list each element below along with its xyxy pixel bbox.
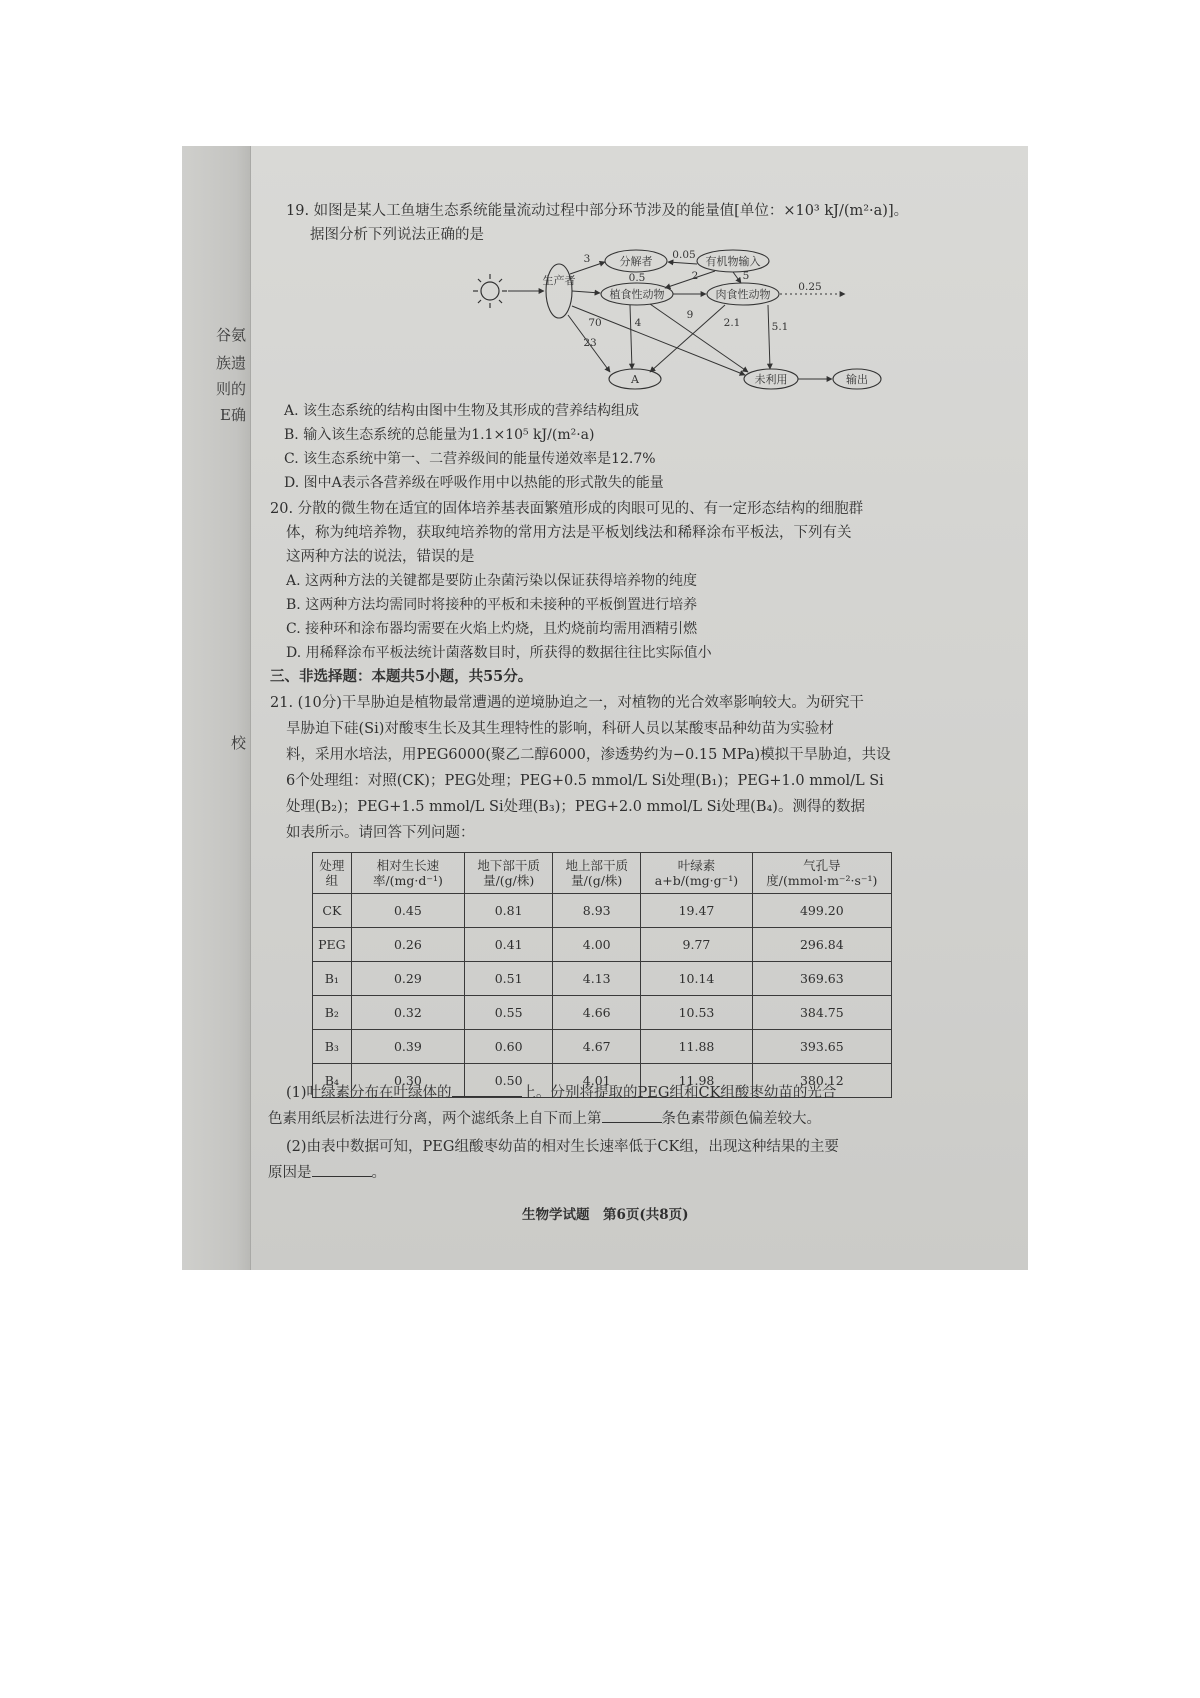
q20-stem-line2: 体，称为纯培养物，获取纯培养物的常用方法是平板划线法和稀释涂布平板法，下列有关 [286,525,852,541]
sun-icon [473,274,507,308]
edge-text: 谷氨 [215,326,246,344]
table-cell: 8.93 [553,894,641,928]
table-cell: 0.32 [351,996,464,1030]
q20-stem-line1: 20. 分散的微生物在适宜的固体培养基表面繁殖形成的肉眼可见的、有一定形态结构的细胞群 [270,501,864,517]
q21-sub2-text: 原因是 [268,1165,312,1181]
edge-text: E确 [220,406,246,424]
table-cell: CK [313,894,352,928]
q21-stem-line3: 料，采用水培法，用PEG6000(聚乙二醇6000，渗透势约为−0.15 MPa)模拟干旱胁迫，共设 [286,747,891,763]
table-cell: B₃ [313,1030,352,1064]
table-cell: 0.45 [351,894,464,928]
q20-option-a: A. 这两种方法的关键都是要防止杂菌污染以保证获得培养物的纯度 [286,573,698,589]
energy-flow-diagram [450,246,970,396]
table-header: 叶绿素a+b/(mg·g⁻¹) [641,853,752,894]
table-header-row [313,853,892,894]
table-header: 气孔导度/(mmol·m⁻²·s⁻¹) [752,853,891,894]
table-cell: 10.53 [641,996,752,1030]
node-label: 植食性动物 [609,288,665,301]
table-cell: 4.66 [553,996,641,1030]
node-label: 分解者 [619,255,653,268]
node-label: A [631,373,639,386]
flow-value: 9 [686,309,694,321]
table-cell: PEG [313,928,352,962]
flow-value: 70 [588,317,602,329]
table-header: 地下部干质量/(g/株) [465,853,553,894]
table-cell: 19.47 [641,894,752,928]
q20-option-c: C. 接种环和涂布器均需要在火焰上灼烧，且灼烧前均需用酒精引燃 [286,621,698,637]
q21-sub1-line1 [286,1082,836,1104]
table-cell: 380.12 [752,1064,891,1098]
q21-sub1-text: 色素用纸层析法进行分离，两个滤纸条上自下而上第 [268,1111,602,1127]
table-cell: 0.29 [351,962,464,996]
table-cell: 11.98 [641,1064,752,1098]
flow-value: 3 [583,253,591,265]
table-cell: 0.39 [351,1030,464,1064]
q21-sub2-text: 。 [371,1165,386,1181]
table-cell: 0.60 [465,1030,553,1064]
producer-node [546,264,572,318]
table-row [313,1030,892,1064]
flow-value: 2.1 [723,317,741,329]
q21-sub2-line1: (2)由表中数据可知，PEG组酸枣幼苗的相对生长速率低于CK组，出现这种结果的主要 [286,1139,839,1155]
table-cell: 11.88 [641,1030,752,1064]
node-label: 生产者 [542,274,576,287]
table-cell: 499.20 [752,894,891,928]
table-cell: 0.50 [465,1064,553,1098]
table-cell: B₂ [313,996,352,1030]
flow-value: 2 [691,270,699,282]
table-cell: 0.41 [465,928,553,962]
table-cell: 0.30 [351,1064,464,1098]
table-row [313,996,892,1030]
page-footer: 生物学试题 第6页(共8页) [522,1207,689,1223]
data-table [312,852,892,1098]
flow-value: 0.25 [798,281,822,293]
node-label: 输出 [846,373,868,386]
q21-stem-line6: 如表所示。请回答下列问题： [286,825,475,841]
table-cell: 4.00 [553,928,641,962]
q21-sub1-text: 条色素带颜色偏差较大。 [661,1111,821,1127]
flow-value: 5.1 [771,321,789,333]
table-cell: B₄ [313,1064,352,1098]
table-header: 地上部干质量/(g/株) [553,853,641,894]
table-cell: 0.55 [465,996,553,1030]
table-cell: 0.51 [465,962,553,996]
table-cell: 369.63 [752,962,891,996]
table-cell: 0.26 [351,928,464,962]
table-row [313,894,892,928]
answer-blank[interactable] [452,1096,522,1097]
table-header: 处理组 [313,853,352,894]
table-cell: 0.81 [465,894,553,928]
table-row [313,962,892,996]
q20-stem-line3: 这两种方法的说法，错误的是 [286,549,475,565]
answer-blank[interactable] [312,1176,372,1177]
flow-value: 23 [583,337,597,349]
folded-left-page [182,146,251,1270]
flow-value: 0.5 [628,272,646,284]
q20-option-b: B. 这两种方法均需同时将接种的平板和未接种的平板倒置进行培养 [286,597,698,613]
edge-text: 族遗 [215,354,246,372]
node-label: 未利用 [754,373,788,386]
table-cell: 4.67 [553,1030,641,1064]
flow-value: 4 [634,317,642,329]
q21-sub1-text: (1)叶绿素分布在叶绿体的 [286,1085,452,1101]
flow-value: 5 [742,270,750,282]
q19-option-a: A. 该生态系统的结构由图中生物及其形成的营养结构组成 [284,403,640,419]
q21-stem-line2: 旱胁迫下硅(Si)对酸枣生长及其生理特性的影响，科研人员以某酸枣品种幼苗为实验材 [286,721,834,737]
scanned-exam-page [182,146,1028,1270]
answer-blank[interactable] [602,1122,662,1123]
q19-stem-line2: 据图分析下列说法正确的是 [310,227,484,243]
node-label: 有机物输入 [705,255,761,268]
q21-stem-line5: 处理(B₂)；PEG+1.5 mmol/L Si处理(B₃)；PEG+2.0 mmol/L Si处理(B₄)。测得的数据 [286,799,865,815]
flow-value: 0.05 [672,249,696,261]
q21-stem-line1: 21. (10分)干旱胁迫是植物最常遭遇的逆境胁迫之一，对植物的光合效率影响较大。为研究干 [270,695,864,711]
table-cell: 10.14 [641,962,752,996]
q19-stem-line1: 19. 如图是某人工鱼塘生态系统能量流动过程中部分环节涉及的能量值[单位：×10³ kJ/(m²·a)]。 [286,203,909,219]
q20-option-d: D. 用稀释涂布平板法统计菌落数目时，所获得的数据往往比实际值小 [286,645,712,661]
section-heading: 三、非选择题：本题共5小题，共55分。 [270,668,533,685]
q19-option-d: D. 图中A表示各营养级在呼吸作用中以热能的形式散失的能量 [284,475,664,491]
table-cell: 4.01 [553,1064,641,1098]
table-cell: 9.77 [641,928,752,962]
table-cell: B₁ [313,962,352,996]
q21-sub1-text: 上。分别将提取的PEG组和CK组酸枣幼苗的光合 [521,1085,837,1101]
q19-option-b: B. 输入该生态系统的总能量为1.1×10⁵ kJ/(m²·a) [284,427,595,443]
q19-option-c: C. 该生态系统中第一、二营养级间的能量传递效率是12.7% [284,451,656,467]
table-cell: 296.84 [752,928,891,962]
q21-stem-line4: 6个处理组：对照(CK)；PEG处理；PEG+0.5 mmol/L Si处理(B₁)；PEG+1.0 mmol/L Si [286,773,884,789]
node-label: 肉食性动物 [715,288,771,301]
table-header: 相对生长速率/(mg·d⁻¹) [351,853,464,894]
q21-sub2-line2 [268,1162,386,1184]
q21-sub1-line2 [268,1108,821,1130]
table-cell: 4.13 [553,962,641,996]
table-row [313,928,892,962]
edge-text: 则的 [215,380,246,398]
table-cell: 393.65 [752,1030,891,1064]
table-cell: 384.75 [752,996,891,1030]
edge-text: 校 [230,734,246,752]
